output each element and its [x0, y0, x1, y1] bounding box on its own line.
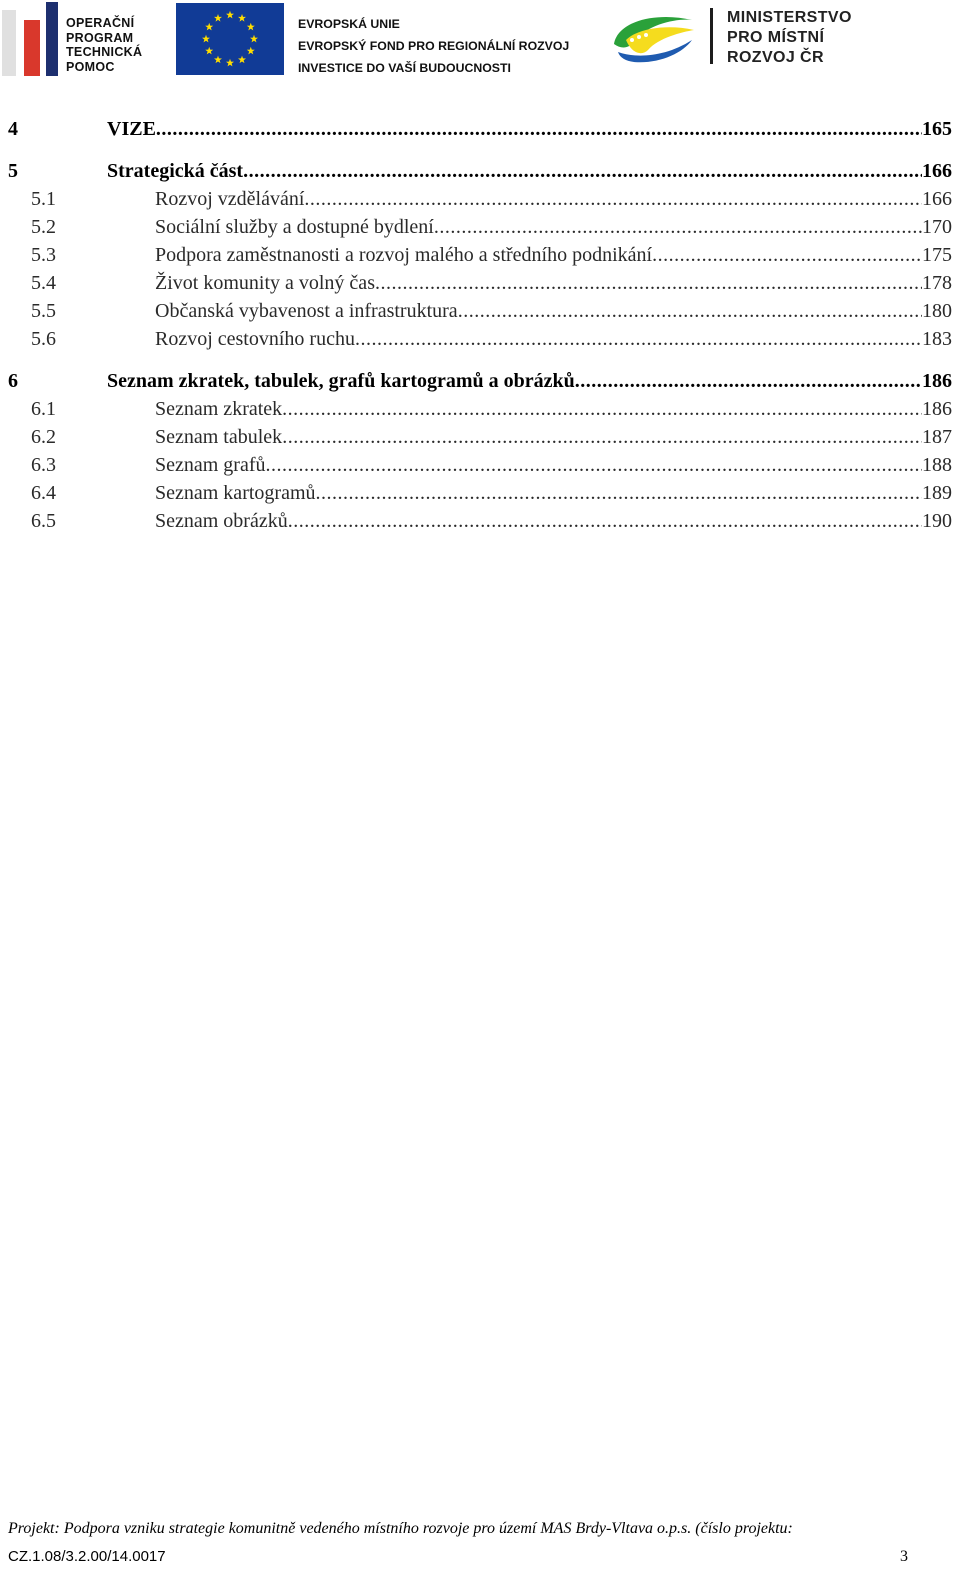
- optp-logo-text: [66, 16, 142, 74]
- toc-dot-leader: [282, 424, 922, 450]
- toc-dot-leader: [575, 368, 922, 394]
- toc-entry-title: Seznam tabulek: [155, 426, 283, 448]
- toc-dot-leader: [282, 396, 922, 422]
- mmr-logo-line: MINISTERSTVO: [727, 9, 852, 26]
- toc-entry-number: 5.5: [31, 300, 56, 322]
- toc-entry-page: 175: [922, 244, 952, 266]
- toc-entry-line: [155, 326, 952, 352]
- toc-entry-number: 6.1: [31, 398, 56, 420]
- eu-logo-line: EVROPSKÁ UNIE: [298, 17, 400, 31]
- eu-logo-line: INVESTICE DO VAŠÍ BUDOUCNOSTI: [298, 61, 511, 75]
- toc-entry[interactable]: [0, 158, 952, 184]
- toc-entry-line: [155, 242, 952, 268]
- logo-bar-red: [24, 20, 40, 76]
- toc-dot-leader: [266, 452, 922, 478]
- eu-flag-icon: [176, 3, 284, 75]
- toc-entry[interactable]: [0, 298, 952, 324]
- toc-entry-line: [155, 214, 952, 240]
- optp-logo-line: PROGRAM: [66, 30, 134, 45]
- logo-bar-navy: [46, 2, 58, 76]
- toc-dot-leader: [304, 186, 922, 212]
- toc-entry-page: 186: [922, 398, 952, 420]
- toc-entry-title: Seznam kartogramů: [155, 482, 316, 504]
- toc-entry-title: Rozvoj cestovního ruchu: [155, 328, 355, 350]
- toc-entry-page: 183: [922, 328, 952, 350]
- toc-entry-line: [155, 424, 952, 450]
- toc-entry[interactable]: [0, 480, 952, 506]
- toc-entry-number: 4: [8, 118, 18, 140]
- toc-entry-number: 6.4: [31, 482, 56, 504]
- toc-entry-page: 165: [922, 118, 952, 140]
- toc-entry-title: Strategická část: [107, 160, 244, 182]
- toc-entry-line: [155, 298, 952, 324]
- toc-entry-page: 180: [922, 300, 952, 322]
- mmr-divider: [710, 8, 713, 64]
- optp-logo-line: POMOC: [66, 59, 115, 74]
- toc-entry-line: [155, 452, 952, 478]
- toc-entry-page: 178: [922, 272, 952, 294]
- toc-entry-page: 186: [922, 370, 952, 392]
- toc-entry-number: 5.4: [31, 272, 56, 294]
- toc-entry[interactable]: [0, 424, 952, 450]
- toc-entry-title: Život komunity a volný čas: [155, 272, 375, 294]
- toc-entry-number: 5.3: [31, 244, 56, 266]
- toc-entry-number: 6.3: [31, 454, 56, 476]
- toc-entry-title: Podpora zaměstnanosti a rozvoj malého a středního podnikání: [155, 244, 653, 266]
- toc-entry-line: [107, 158, 952, 184]
- toc-entry[interactable]: [0, 214, 952, 240]
- toc-dot-leader: [458, 298, 922, 324]
- toc-entry-number: 5.6: [31, 328, 56, 350]
- toc-entry-title: Sociální služby a dostupné bydlení: [155, 216, 434, 238]
- page-header: [0, 0, 960, 90]
- toc-entry[interactable]: [0, 396, 952, 422]
- toc-entry-line: [107, 116, 952, 142]
- toc-entry-number: 6: [8, 370, 18, 392]
- optp-logo: [2, 2, 152, 76]
- optp-logo-line: OPERAČNÍ: [66, 16, 135, 30]
- toc-dot-leader: [156, 116, 922, 142]
- toc-dot-leader: [316, 480, 923, 506]
- toc-entry-page: 166: [922, 188, 952, 210]
- footer-project-line: Projekt: Podpora vzniku strategie komunitně vedeného místního rozvoje pro území MAS Brdy-Vltava o.p.s. (číslo projektu:: [8, 1520, 793, 1537]
- toc-entry-number: 6.2: [31, 426, 56, 448]
- footer-project-number: CZ.1.08/3.2.00/14.0017: [8, 1548, 166, 1565]
- toc-entry-page: 187: [922, 426, 952, 448]
- toc-entry-number: 5.2: [31, 216, 56, 238]
- mmr-logo-text: [727, 8, 852, 68]
- toc-entry-page: 188: [922, 454, 952, 476]
- footer-second-line: [8, 1543, 954, 1571]
- mmr-logo-line: PRO MÍSTNÍ: [727, 29, 825, 46]
- mmr-logo-line: ROZVOJ ČR: [727, 49, 824, 66]
- toc-entry-line: [155, 480, 952, 506]
- page-footer: [8, 1515, 954, 1571]
- toc-entry[interactable]: [0, 508, 952, 534]
- toc-entry[interactable]: [0, 116, 952, 142]
- toc-entry[interactable]: [0, 242, 952, 268]
- toc-dot-leader: [375, 270, 922, 296]
- toc-entry-title: Seznam grafů: [155, 454, 266, 476]
- toc-entry-title: Občanská vybavenost a infrastruktura: [155, 300, 458, 322]
- toc-entry[interactable]: [0, 368, 952, 394]
- eu-logo-line: EVROPSKÝ FOND PRO REGIONÁLNÍ ROZVOJ: [298, 39, 570, 53]
- toc-entry[interactable]: [0, 452, 952, 478]
- toc-entry-page: 189: [922, 482, 952, 504]
- toc-entry-page: 170: [922, 216, 952, 238]
- toc-entry-title: Rozvoj vzdělávání: [155, 188, 305, 210]
- toc-dot-leader: [652, 242, 922, 268]
- toc-entry-title: Seznam obrázků: [155, 510, 288, 532]
- toc-dot-leader: [434, 214, 922, 240]
- toc-entry-number: 6.5: [31, 510, 56, 532]
- toc-entry-line: [155, 186, 952, 212]
- toc-entry-title: VIZE: [107, 118, 156, 140]
- toc-dot-leader: [243, 158, 922, 184]
- logo-bar-gray: [2, 10, 16, 76]
- toc-entry-line: [155, 508, 952, 534]
- toc-entry-page: 190: [922, 510, 952, 532]
- toc-entry[interactable]: [0, 326, 952, 352]
- eu-logo-text: [298, 13, 569, 79]
- toc-entry[interactable]: [0, 270, 952, 296]
- page-number: 3: [900, 1548, 908, 1565]
- toc-entry-line: [107, 368, 952, 394]
- mmr-emblem-icon: [608, 10, 698, 66]
- toc-entry-page: 166: [922, 160, 952, 182]
- toc-entry-title: Seznam zkratek, tabulek, grafů kartogramů a obrázků: [107, 370, 575, 392]
- toc-entry-title: Seznam zkratek: [155, 398, 283, 420]
- toc-entry-number: 5.1: [31, 188, 56, 210]
- toc-entry-number: 5: [8, 160, 18, 182]
- optp-logo-line: TECHNICKÁ: [66, 45, 143, 59]
- toc-dot-leader: [355, 326, 922, 352]
- toc-entry[interactable]: [0, 186, 952, 212]
- toc-entry-line: [155, 270, 952, 296]
- toc-dot-leader: [288, 508, 922, 534]
- toc-entry-line: [155, 396, 952, 422]
